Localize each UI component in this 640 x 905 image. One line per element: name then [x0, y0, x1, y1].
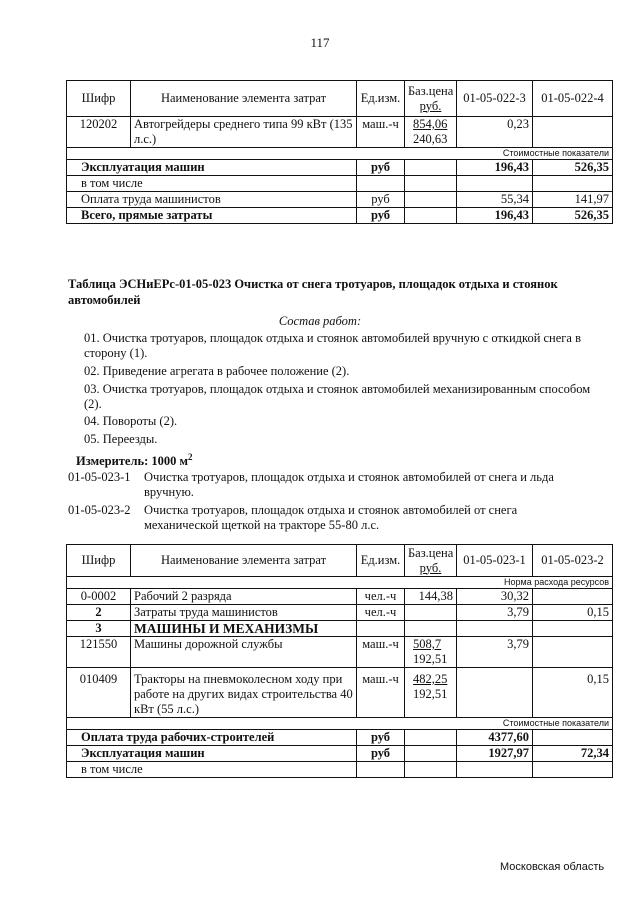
row-value-1: 0,23 — [457, 117, 533, 148]
summary-unit: руб — [357, 192, 405, 208]
summary-v2: 526,35 — [533, 208, 613, 224]
section-label: Стоимостные показатели — [67, 718, 613, 730]
meter-text: Измеритель: 1000 м — [76, 454, 189, 469]
summary-v2: 141,97 — [533, 192, 613, 208]
row-price — [405, 117, 457, 148]
price-bottom: 240,63 — [413, 132, 448, 146]
table-row — [67, 621, 613, 637]
section-label: Стоимостные показатели — [67, 148, 613, 160]
summary-v1: 196,43 — [457, 208, 533, 224]
row-code: 3 — [67, 621, 131, 637]
row-name: Затраты труда машинистов — [131, 605, 357, 621]
summary-name: Оплата труда рабочих-строителей — [67, 730, 357, 746]
row-value-1: 3,79 — [457, 605, 533, 621]
works-heading: Состав работ: — [278, 314, 362, 328]
row-value-2 — [533, 589, 613, 605]
price-bottom: 192,51 — [413, 687, 448, 701]
summary-v1: 55,34 — [457, 192, 533, 208]
row-name: Рабочий 2 разряда — [131, 589, 357, 605]
row-unit: маш.-ч — [357, 117, 405, 148]
work-item: 05. Переезды. — [84, 432, 158, 446]
work-item: 03. Очистка тротуаров, площадок отдыха и стоянок автомобилей механизированным способом (2). — [84, 382, 591, 411]
row-name: Автогрейдеры среднего типа 99 кВт (135 л.с.) — [131, 117, 357, 148]
summary-v2: 526,35 — [533, 160, 613, 176]
row-name: МАШИНЫ И МЕХАНИЗМЫ — [131, 621, 357, 637]
norm-label: Норма расхода ресурсов — [67, 577, 613, 589]
row-value-2 — [533, 117, 613, 148]
footer: Московская область — [500, 861, 605, 873]
header-name: Наименование элемента затрат — [131, 545, 357, 577]
price-top: 508,7 — [413, 637, 442, 651]
row-value-1: 3,79 — [457, 637, 533, 668]
table-row — [67, 762, 613, 778]
row-code: 121550 — [67, 637, 131, 668]
row-code: 0-0002 — [67, 589, 131, 605]
header-col1: 01-05-022-3 — [457, 81, 533, 117]
summary-name: в том числе — [67, 762, 357, 778]
row-code: 010409 — [67, 668, 131, 718]
page-number: 117 — [310, 35, 330, 50]
header-base-price-line1: Баз.цена — [408, 545, 454, 560]
price-top: 482,25 — [413, 672, 448, 686]
table-row — [67, 176, 613, 192]
header-col2: 01-05-022-4 — [533, 81, 613, 117]
summary-name: Эксплуатация машин — [67, 160, 357, 176]
summary-unit: руб — [357, 746, 405, 762]
summary-name: в том числе — [67, 176, 357, 192]
summary-v2: 72,34 — [533, 746, 613, 762]
row-value-2: 0,15 — [533, 668, 613, 718]
header-base-price-line2: руб. — [419, 560, 442, 575]
summary-v1: 1927,97 — [457, 746, 533, 762]
summary-v1: 4377,60 — [457, 730, 533, 746]
row-price: 144,38 — [405, 589, 457, 605]
table-row — [67, 192, 613, 208]
header-name: Наименование элемента затрат — [131, 81, 357, 117]
table-row — [67, 746, 613, 762]
table-row — [67, 589, 613, 605]
table-2 — [66, 544, 613, 778]
header-col2: 01-05-023-2 — [533, 545, 613, 577]
price-bottom: 192,51 — [413, 652, 448, 666]
header-base-price — [405, 545, 457, 577]
meter — [76, 450, 193, 469]
work-item: 04. Повороты (2). — [84, 414, 178, 428]
table-row — [67, 208, 613, 224]
item-code: 01-05-023-1 — [68, 470, 131, 484]
row-unit: маш.-ч — [357, 668, 405, 718]
table-row — [67, 117, 613, 148]
item-code: 01-05-023-2 — [68, 503, 131, 517]
summary-name: Эксплуатация машин — [67, 746, 357, 762]
table-1 — [66, 80, 613, 224]
summary-v1: 196,43 — [457, 160, 533, 176]
summary-unit: руб — [357, 730, 405, 746]
row-value-2: 0,15 — [533, 605, 613, 621]
row-price — [405, 637, 457, 668]
header-base-price-line2: руб. — [419, 98, 442, 113]
row-unit: чел.-ч — [357, 605, 405, 621]
header-code: Шифр — [67, 81, 131, 117]
header-base-price — [405, 81, 457, 117]
header-unit: Ед.изм. — [357, 545, 405, 577]
row-unit: чел.-ч — [357, 589, 405, 605]
item-text: Очистка тротуаров, площадок отдыха и стоянок автомобилей от снега и льда вручную. — [144, 470, 554, 499]
row-name: Тракторы на пневмоколесном ходу при работе на других видах строительства 40 кВт (55 л.с.) — [131, 668, 357, 718]
summary-unit: руб — [357, 160, 405, 176]
price-top: 854,06 — [413, 117, 448, 131]
table-row — [67, 730, 613, 746]
table-row — [67, 637, 613, 668]
summary-unit: руб — [357, 208, 405, 224]
row-price — [405, 668, 457, 718]
table-row — [67, 605, 613, 621]
item-text: Очистка тротуаров, площадок отдыха и стоянок автомобилей от снега механической щеткой на тракторе 55-80 л.с. — [144, 503, 518, 532]
table-title: Таблица ЭСНиЕРс-01-05-023 Очистка от снега тротуаров, площадок отдыха и стоянок автомобилей — [68, 277, 558, 307]
row-code: 2 — [67, 605, 131, 621]
work-item: 02. Приведение агрегата в рабочее положение (2). — [84, 364, 350, 378]
work-item: 01. Очистка тротуаров, площадок отдыха и стоянок автомобилей вручную с откидкой снега в сторону (1). — [84, 331, 581, 360]
header-base-price-line1: Баз.цена — [408, 83, 454, 98]
header-code: Шифр — [67, 545, 131, 577]
table-row — [67, 160, 613, 176]
meter-sup: 2 — [188, 452, 193, 462]
summary-name: Оплата труда машинистов — [67, 192, 357, 208]
header-unit: Ед.изм. — [357, 81, 405, 117]
row-unit: маш.-ч — [357, 637, 405, 668]
row-value-1: 30,32 — [457, 589, 533, 605]
header-col1: 01-05-023-1 — [457, 545, 533, 577]
row-code: 120202 — [67, 117, 131, 148]
summary-name: Всего, прямые затраты — [67, 208, 357, 224]
row-name: Машины дорожной службы — [131, 637, 357, 668]
table-row — [67, 668, 613, 718]
